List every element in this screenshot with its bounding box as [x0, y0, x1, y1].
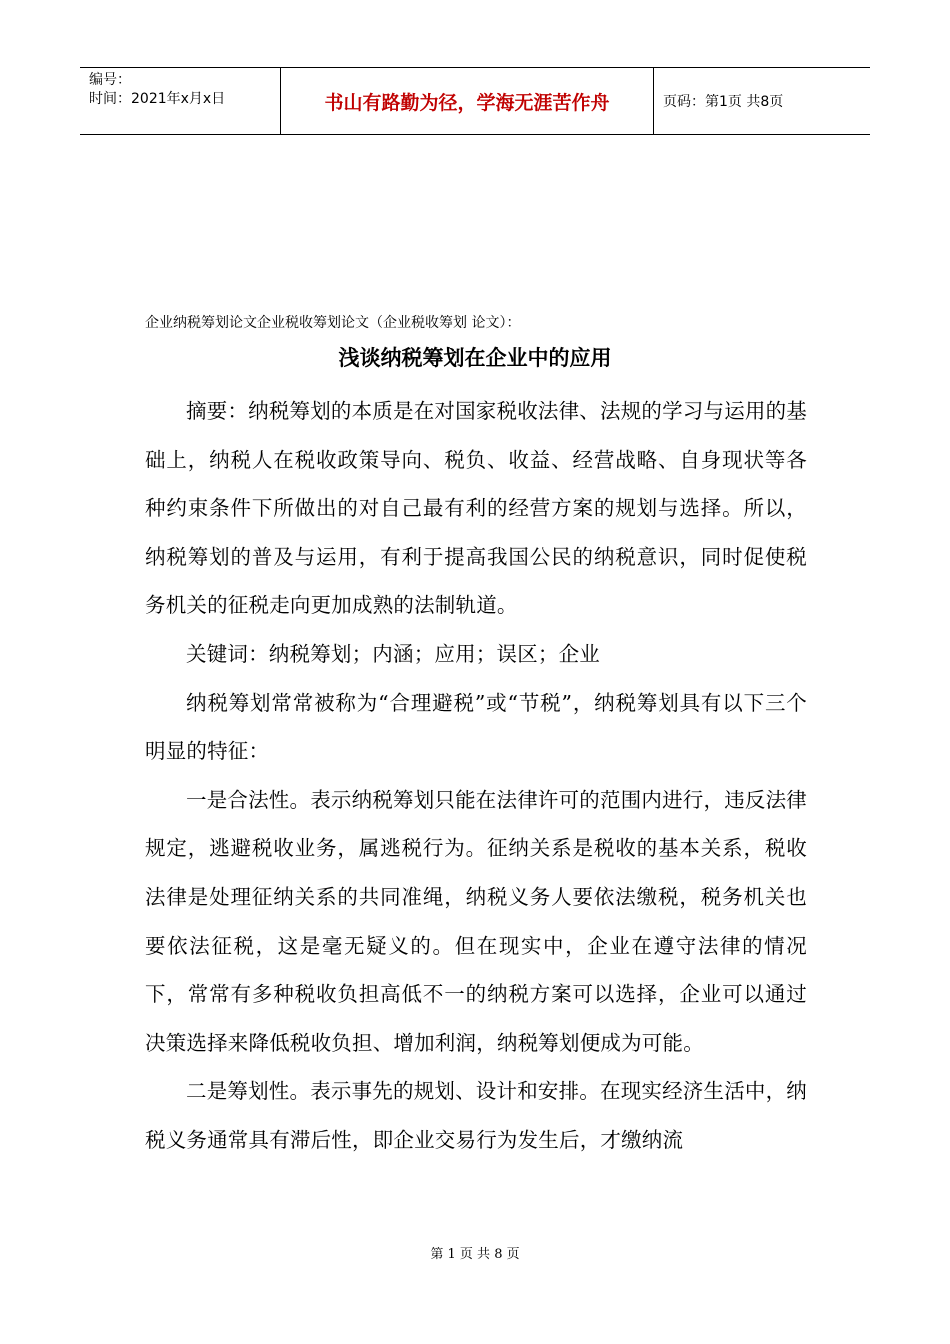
abstract-paragraph: 摘要：纳税筹划的本质是在对国家税收法律、法规的学习与运用的基础上，纳税人在税收政策导向、税负、收益、经营战略、自身现状等各种约束条件下所做出的对自己最有利的经营方案的规划与选择。所以，纳税筹划的普及与运用，有利于提高我国公民的纳税意识，同时促使税务机关的征税走向更加成熟的法制轨道。: [145, 399, 807, 618]
document-body: [145, 387, 807, 1165]
header-motto: 书山有路勤为径，学海无涯苦作舟: [281, 68, 654, 134]
header-meta-cell: [80, 68, 281, 134]
planning-paragraph: 二是筹划性。表示事先的规划、设计和安排。在现实经济生活中，纳税义务通常具有滞后性，即企业交易行为发生后，才缴纳流: [145, 1079, 807, 1152]
page-header: [80, 67, 870, 135]
document-subtitle: 企业纳税筹划论文企业税收筹划论文（企业税收筹划 论文）：: [145, 315, 521, 331]
document-time-label: 时间：2021年x月x日: [89, 91, 226, 107]
intro-paragraph: 纳税筹划常常被称为“合理避税”或“节税”，纳税筹划具有以下三个明显的特征：: [145, 690, 807, 764]
header-page-info: 页码：第1页 共8页: [663, 94, 784, 110]
keywords-paragraph: 关键词：纳税筹划；内涵；应用；误区；企业: [186, 641, 600, 666]
document-title: 浅谈纳税筹划在企业中的应用: [338, 345, 612, 370]
legality-paragraph: 一是合法性。表示纳税筹划只能在法律许可的范围内进行，违反法律规定，逃避税收业务，属逃税行为。征纳关系是税收的基本关系，税收法律是处理征纳关系的共同准绳，纳税义务人要依法缴税，税务机关也要依法征税，这是毫无疑义的。但在现实中，企业在遵守法律的情况下，常常有多种税收负担高低不一的纳税方案可以选择，企业可以通过决策选择来降低税收负担、增加利润，纳税筹划便成为可能。: [145, 787, 807, 1055]
document-number-label: 编号：: [89, 72, 131, 88]
page-footer: 第 1 页 共 8 页: [430, 1247, 520, 1262]
